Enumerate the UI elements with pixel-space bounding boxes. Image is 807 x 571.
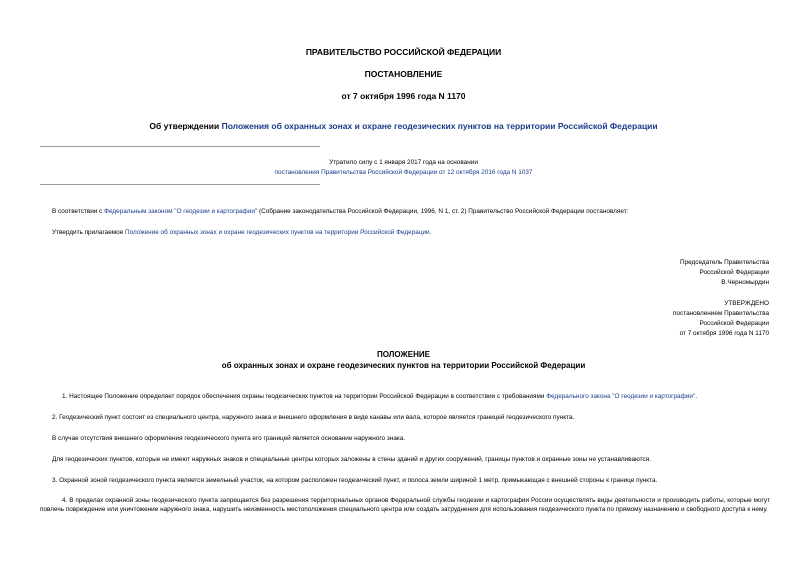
repeal-link[interactable]: постановления Правительства Российской Федерации от 12 октября 2016 года N 1037 [274,169,533,176]
regulation-item-2: 2. Геодезический пункт состоит из специального центра, наружного знака и внешнего оформления в виде канавы или вала, которое является границей геодезического пункта. [52,414,575,421]
approve-paragraph: Утвердить прилагаемое Положение об охранных зонах и охране геодезических пунктов на территории Российской Федерации. [52,229,432,236]
document-type: ПОСТАНОВЛЕНИЕ [364,69,443,79]
regulation-item-3: 3. Охранной зоной геодезического пункта является земельный участок, на котором расположен геодезический пункт, и полоса земли шириной 1 метр, примыкающая с внешней стороны к границе пункта. [52,477,658,484]
regulation-link[interactable]: Положение об охранных зонах и охране геодезических пунктов на территории Российской Федерации [125,229,430,236]
regulation-title: ПОЛОЖЕНИЕ [377,350,430,359]
title-link[interactable]: Положения об охранных зонах и охране геодезических пунктов на территории Российской Федерации [221,121,658,131]
document-title [0,121,807,131]
preamble-paragraph: В соответствии с Федеральным законом "О геодезии и картографии" (Собрание законодательства Российской Федерации, 1996, N 1, ст. 2) Правительство Российской Федерации постановляет: [52,208,629,215]
regulation-subtitle: об охранных зонах и охране геодезических пунктов на территории Российской Федерации [221,361,586,370]
title-prefix: Об утверждении [149,121,222,131]
approved-block: УТВЕРЖДЕНО постановлением Правительства Российской Федерации от 7 октября 1996 года N 1170 [673,300,769,337]
document-date-number: от 7 октября 1996 года N 1170 [341,91,466,101]
separator-bottom [40,184,320,185]
law-link[interactable]: Федеральным законом "О геодезии и картографии" [104,208,258,215]
regulation-item-4: 4. В пределах охранной зоны геодезического пункта запрещается без разрешения территориальных органов Федеральной службы геодезии и картографии России осуществлять виды деятельности и производить работы, которые могут повлечь повреждение или уничтожение наружного знака, нарушить неизменность местоположения специального центра или создать затруднения для использования геодезического пункта по прямому назначению и свободного доступа к нему. [40,497,770,513]
regulation-item-2b: В случае отсутствия внешнего оформления геодезического пункта его границей является основание наружного знака. [52,435,406,442]
regulation-item-2c: Для геодезических пунктов, которые не имеют наружных знаков и специальные центры которых заложены в стены зданий и других сооружений, границы пунктов и охранные зоны не устанавливаются. [52,456,651,463]
signature-block: Председатель Правительства Российской Федерации В.Черномырдин [680,259,769,286]
government-heading: ПРАВИТЕЛЬСТВО РОССИЙСКОЙ ФЕДЕРАЦИИ [305,47,502,57]
law-link-2[interactable]: Федерального закона "О геодезии и картографии" [546,393,696,400]
separator-top [40,146,320,147]
repeal-note: Утратило силу с 1 января 2017 года на основании [329,159,478,166]
regulation-item-1: 1. Настоящее Положение определяет порядок обеспечения охраны геодезических пунктов на территории Российской Федерации в соответствии с требованиями Федерального закона "О геодезии и картографии". [62,393,697,400]
